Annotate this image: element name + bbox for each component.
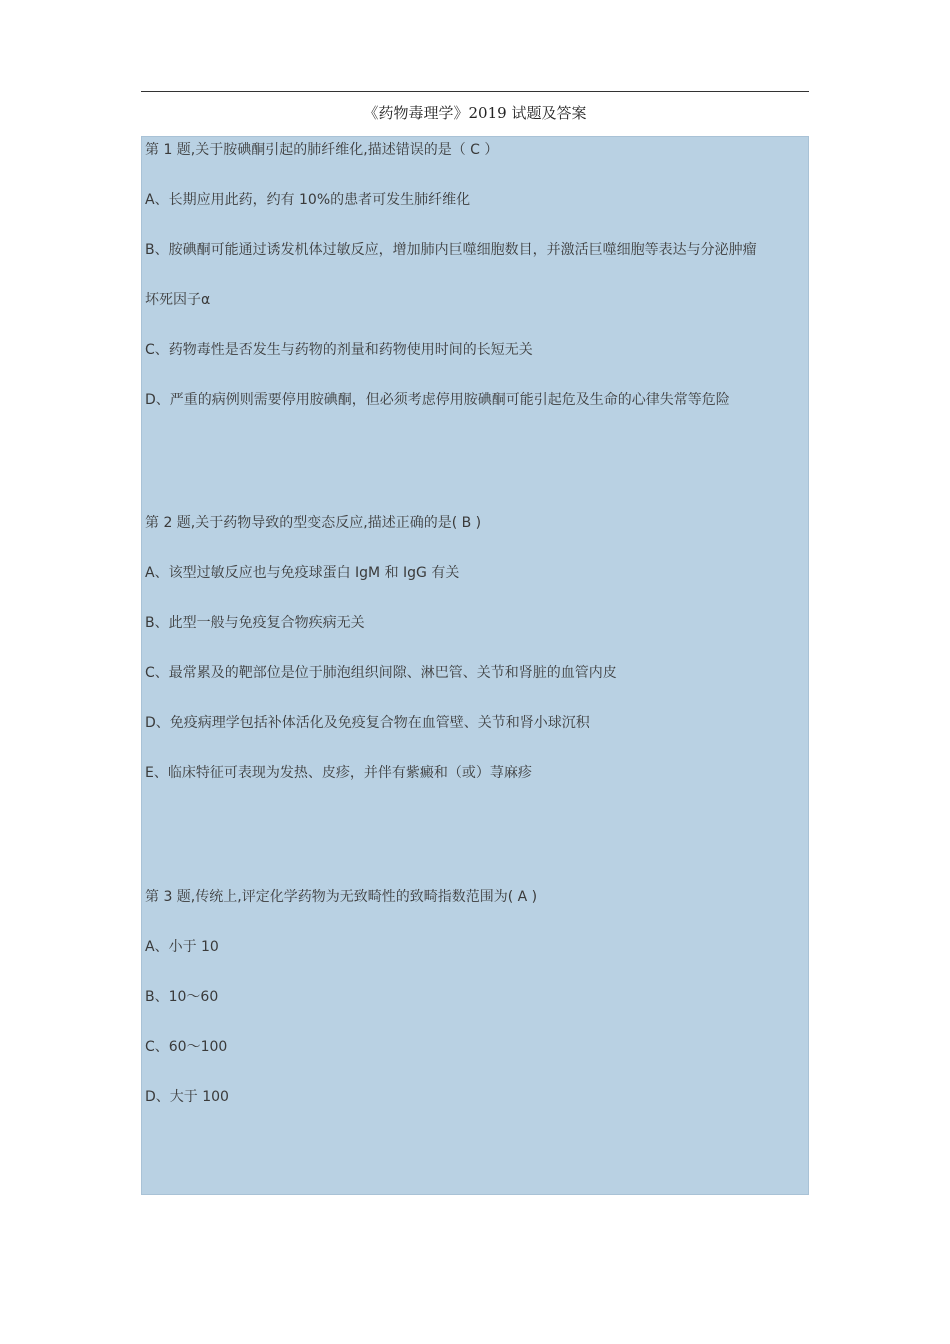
question-2-option-c: C、最常累及的靶部位是位于肺泡组织间隙、淋巴管、关节和肾脏的血管内皮 [145,665,617,681]
question-1-stem: 第 1 题,关于胺碘酮引起的肺纤维化,描述错误的是（ C ） [145,142,499,158]
question-1-option-b: B、胺碘酮可能通过诱发机体过敏反应，增加肺内巨噬细胞数目，并激活巨噬细胞等表达与分泌肿瘤 [145,242,757,258]
question-2-option-d: D、免疫病理学包括补体活化及免疫复合物在血管壁、关节和肾小球沉积 [145,715,590,731]
document-title: 《药物毒理学》2019 试题及答案 [363,104,587,122]
question-1-option-a: A、长期应用此药，约有 10%的患者可发生肺纤维化 [145,192,471,208]
question-2-option-a: A、该型过敏反应也与免疫球蛋白 IgM 和 IgG 有关 [145,565,460,581]
question-3-option-a: A、小于 10 [145,939,219,955]
question-3-stem: 第 3 题,传统上,评定化学药物为无致畸性的致畸指数范围为( A ) [145,889,538,905]
question-2-stem: 第 2 题,关于药物导致的型变态反应,描述正确的是( B ) [145,515,482,531]
question-2-option-e: E、临床特征可表现为发热、皮疹，并伴有紫癜和（或）荨麻疹 [145,765,532,781]
question-3-option-b: B、10～60 [145,989,219,1005]
question-1-option-c: C、药物毒性是否发生与药物的剂量和药物使用时间的长短无关 [145,342,533,358]
question-3-option-d: D、大于 100 [145,1089,229,1105]
questions-panel [141,136,809,1195]
question-2-option-b: B、此型一般与免疫复合物疾病无关 [145,615,365,631]
question-3-option-c: C、60～100 [145,1039,228,1055]
question-1-option-b-continued: 坏死因子α [145,292,211,308]
header-rule [141,91,809,92]
question-1-option-d: D、严重的病例则需要停用胺碘酮，但必须考虑停用胺碘酮可能引起危及生命的心律失常等危险 [145,392,730,408]
